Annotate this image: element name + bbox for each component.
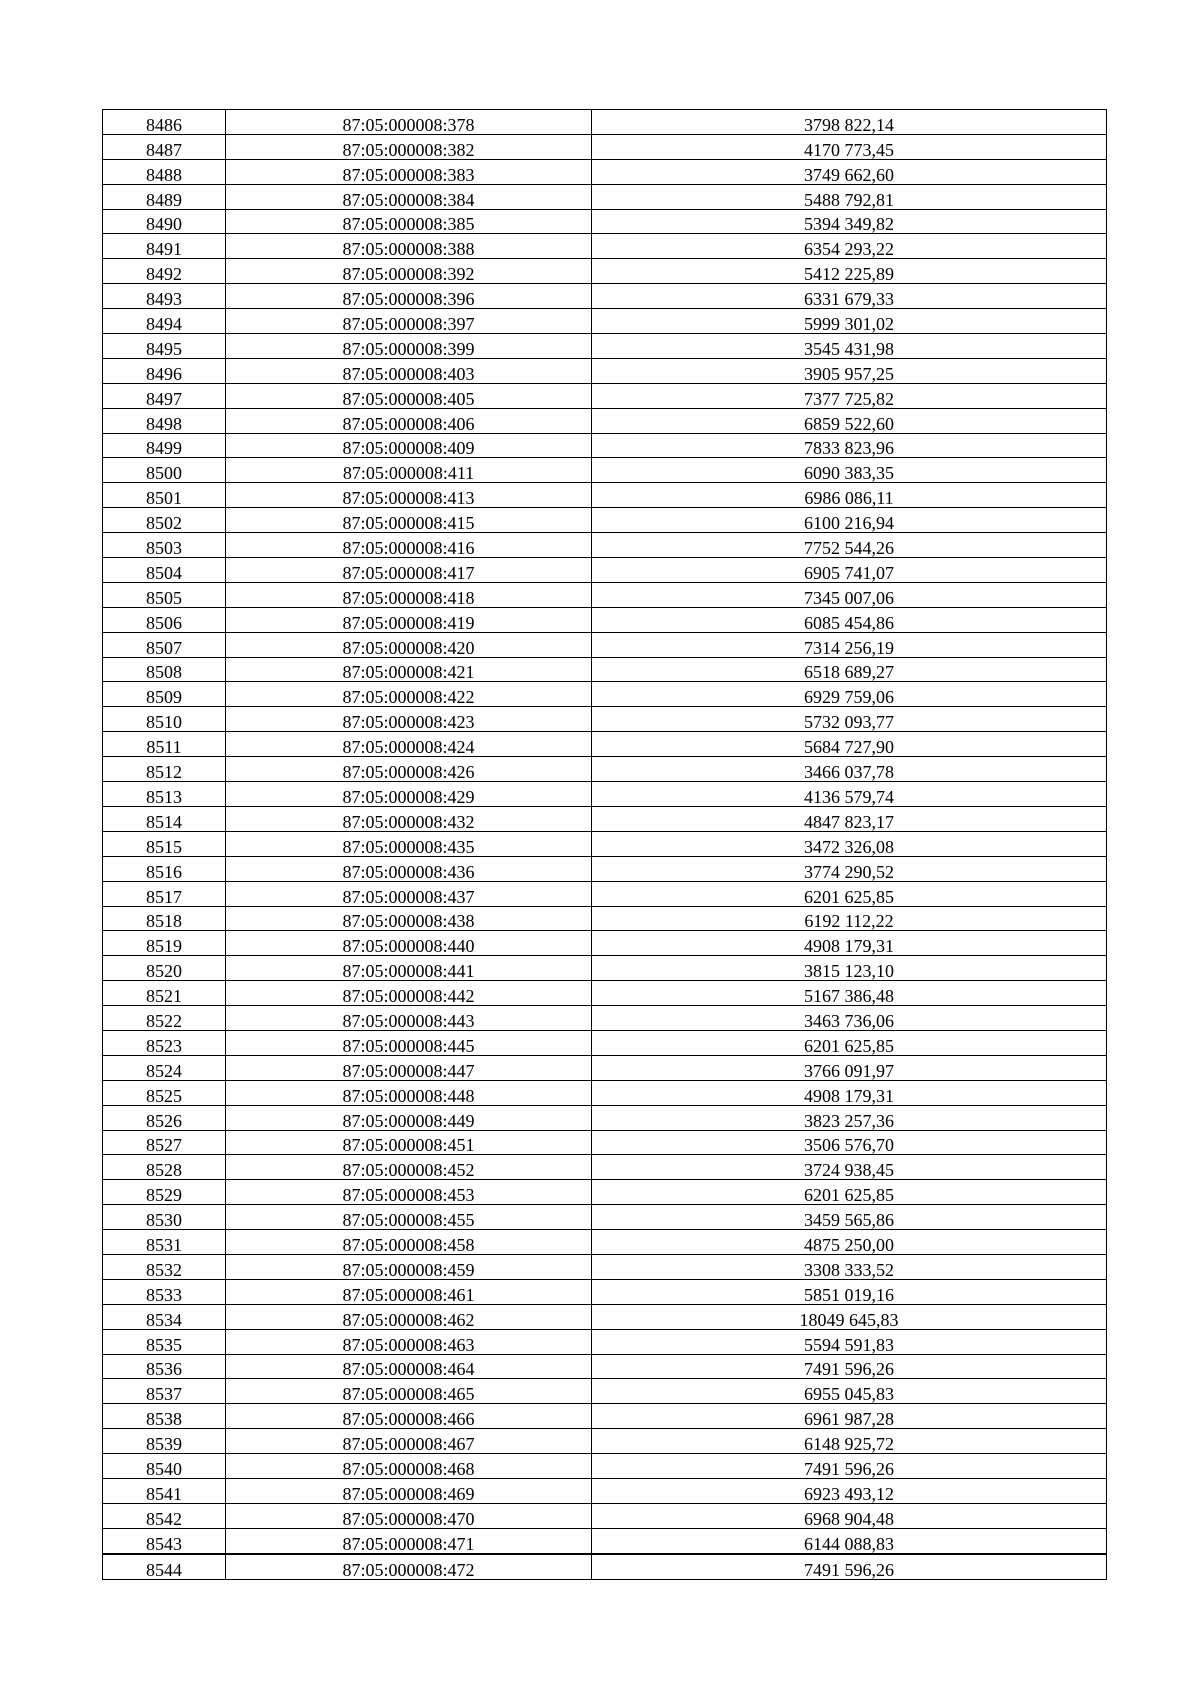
value-cell: 6955 045,83	[592, 1379, 1107, 1404]
cadastral-number-cell: 87:05:000008:442	[226, 981, 592, 1006]
value-cell: 5394 349,82	[592, 209, 1107, 234]
table-row	[103, 856, 1107, 881]
value-cell: 6148 925,72	[592, 1429, 1107, 1454]
value-cell: 4908 179,31	[592, 1080, 1107, 1105]
value-cell: 3472 326,08	[592, 831, 1107, 856]
value-cell: 3766 091,97	[592, 1055, 1107, 1080]
cadastral-number-cell: 87:05:000008:399	[226, 334, 592, 359]
value-cell: 3506 576,70	[592, 1130, 1107, 1155]
cadastral-number-cell: 87:05:000008:452	[226, 1155, 592, 1180]
row-number-cell: 8534	[103, 1304, 226, 1329]
cadastral-number-cell: 87:05:000008:436	[226, 856, 592, 881]
cadastral-number-cell: 87:05:000008:443	[226, 1006, 592, 1031]
table-row	[103, 1404, 1107, 1429]
value-cell: 3463 736,06	[592, 1006, 1107, 1031]
table-row	[103, 358, 1107, 383]
cadastral-number-cell: 87:05:000008:424	[226, 732, 592, 757]
row-number-cell: 8498	[103, 408, 226, 433]
cadastral-number-cell: 87:05:000008:447	[226, 1055, 592, 1080]
table-row	[103, 1304, 1107, 1329]
table-row	[103, 1155, 1107, 1180]
table-row	[103, 1230, 1107, 1255]
cadastral-number-cell: 87:05:000008:422	[226, 682, 592, 707]
cadastral-number-cell: 87:05:000008:409	[226, 433, 592, 458]
cadastral-number-cell: 87:05:000008:468	[226, 1454, 592, 1479]
table-row	[103, 956, 1107, 981]
cadastral-number-cell: 87:05:000008:396	[226, 284, 592, 309]
value-cell: 7491 596,26	[592, 1554, 1107, 1579]
row-number-cell: 8519	[103, 931, 226, 956]
row-number-cell: 8491	[103, 234, 226, 259]
table-row	[103, 1329, 1107, 1354]
row-number-cell: 8529	[103, 1180, 226, 1205]
cadastral-number-cell: 87:05:000008:448	[226, 1080, 592, 1105]
value-cell: 5412 225,89	[592, 259, 1107, 284]
value-cell: 6201 625,85	[592, 881, 1107, 906]
table-row	[103, 110, 1107, 135]
value-cell: 5732 093,77	[592, 707, 1107, 732]
row-number-cell: 8499	[103, 433, 226, 458]
cadastral-number-cell: 87:05:000008:378	[226, 110, 592, 135]
row-number-cell: 8536	[103, 1354, 226, 1379]
row-number-cell: 8486	[103, 110, 226, 135]
value-cell: 6201 625,85	[592, 1030, 1107, 1055]
row-number-cell: 8532	[103, 1254, 226, 1279]
cadastral-number-cell: 87:05:000008:423	[226, 707, 592, 732]
cadastral-number-cell: 87:05:000008:451	[226, 1130, 592, 1155]
value-cell: 7752 544,26	[592, 533, 1107, 558]
cadastral-number-cell: 87:05:000008:418	[226, 582, 592, 607]
row-number-cell: 8510	[103, 707, 226, 732]
value-cell: 3545 431,98	[592, 334, 1107, 359]
value-cell: 3905 957,25	[592, 358, 1107, 383]
table-row	[103, 682, 1107, 707]
row-number-cell: 8514	[103, 806, 226, 831]
table-row	[103, 1006, 1107, 1031]
table-row	[103, 458, 1107, 483]
cadastral-number-cell: 87:05:000008:419	[226, 607, 592, 632]
row-number-cell: 8535	[103, 1329, 226, 1354]
row-number-cell: 8503	[103, 533, 226, 558]
table-row	[103, 309, 1107, 334]
document-page	[102, 109, 1106, 1580]
cadastral-number-cell: 87:05:000008:397	[226, 309, 592, 334]
table-row	[103, 1105, 1107, 1130]
table-row	[103, 259, 1107, 284]
table-row	[103, 906, 1107, 931]
cadastral-number-cell: 87:05:000008:467	[226, 1429, 592, 1454]
value-cell: 6090 383,35	[592, 458, 1107, 483]
row-number-cell: 8539	[103, 1429, 226, 1454]
cadastral-number-cell: 87:05:000008:440	[226, 931, 592, 956]
value-cell: 4170 773,45	[592, 134, 1107, 159]
table-row	[103, 209, 1107, 234]
table-row	[103, 1279, 1107, 1304]
row-number-cell: 8487	[103, 134, 226, 159]
table-row	[103, 1429, 1107, 1454]
value-cell: 3724 938,45	[592, 1155, 1107, 1180]
table-row	[103, 782, 1107, 807]
row-number-cell: 8530	[103, 1205, 226, 1230]
cadastral-number-cell: 87:05:000008:437	[226, 881, 592, 906]
value-cell: 4136 579,74	[592, 782, 1107, 807]
row-number-cell: 8509	[103, 682, 226, 707]
value-cell: 3823 257,36	[592, 1105, 1107, 1130]
cadastral-number-cell: 87:05:000008:382	[226, 134, 592, 159]
cadastral-number-cell: 87:05:000008:462	[226, 1304, 592, 1329]
value-cell: 6961 987,28	[592, 1404, 1107, 1429]
value-cell: 3466 037,78	[592, 757, 1107, 782]
row-number-cell: 8520	[103, 956, 226, 981]
value-cell: 6859 522,60	[592, 408, 1107, 433]
cadastral-number-cell: 87:05:000008:469	[226, 1478, 592, 1503]
value-cell: 7314 256,19	[592, 632, 1107, 657]
cadastral-number-cell: 87:05:000008:415	[226, 508, 592, 533]
row-number-cell: 8513	[103, 782, 226, 807]
cadastral-number-cell: 87:05:000008:429	[226, 782, 592, 807]
table-row	[103, 1205, 1107, 1230]
row-number-cell: 8526	[103, 1105, 226, 1130]
row-number-cell: 8489	[103, 184, 226, 209]
row-number-cell: 8497	[103, 383, 226, 408]
value-cell: 6968 904,48	[592, 1503, 1107, 1528]
row-number-cell: 8528	[103, 1155, 226, 1180]
value-cell: 6331 679,33	[592, 284, 1107, 309]
table-row	[103, 1055, 1107, 1080]
value-cell: 6929 759,06	[592, 682, 1107, 707]
cadastral-number-cell: 87:05:000008:455	[226, 1205, 592, 1230]
cadastral-number-cell: 87:05:000008:388	[226, 234, 592, 259]
table-row	[103, 533, 1107, 558]
value-cell: 5851 019,16	[592, 1279, 1107, 1304]
value-cell: 6986 086,11	[592, 483, 1107, 508]
table-row	[103, 732, 1107, 757]
row-number-cell: 8541	[103, 1478, 226, 1503]
cadastral-number-cell: 87:05:000008:465	[226, 1379, 592, 1404]
table-row	[103, 1379, 1107, 1404]
table-row	[103, 1080, 1107, 1105]
row-number-cell: 8516	[103, 856, 226, 881]
row-number-cell: 8543	[103, 1528, 226, 1553]
table-row	[103, 383, 1107, 408]
cadastral-number-cell: 87:05:000008:405	[226, 383, 592, 408]
cadastral-number-cell: 87:05:000008:458	[226, 1230, 592, 1255]
table-row	[103, 1180, 1107, 1205]
table-row	[103, 334, 1107, 359]
row-number-cell: 8490	[103, 209, 226, 234]
value-cell: 7377 725,82	[592, 383, 1107, 408]
cadastral-number-cell: 87:05:000008:445	[226, 1030, 592, 1055]
value-cell: 6085 454,86	[592, 607, 1107, 632]
row-number-cell: 8488	[103, 159, 226, 184]
row-number-cell: 8518	[103, 906, 226, 931]
value-cell: 3774 290,52	[592, 856, 1107, 881]
cadastral-number-cell: 87:05:000008:470	[226, 1503, 592, 1528]
value-cell: 18049 645,83	[592, 1304, 1107, 1329]
cadastral-number-cell: 87:05:000008:406	[226, 408, 592, 433]
value-cell: 4875 250,00	[592, 1230, 1107, 1255]
table-row	[103, 981, 1107, 1006]
value-cell: 3815 123,10	[592, 956, 1107, 981]
row-number-cell: 8521	[103, 981, 226, 1006]
value-cell: 5167 386,48	[592, 981, 1107, 1006]
cadastral-number-cell: 87:05:000008:403	[226, 358, 592, 383]
table-row	[103, 881, 1107, 906]
value-cell: 5594 591,83	[592, 1329, 1107, 1354]
row-number-cell: 8515	[103, 831, 226, 856]
table-row	[103, 632, 1107, 657]
value-cell: 7345 007,06	[592, 582, 1107, 607]
table-row	[103, 806, 1107, 831]
value-cell: 6354 293,22	[592, 234, 1107, 259]
row-number-cell: 8502	[103, 508, 226, 533]
table-row	[103, 582, 1107, 607]
cadastral-value-table	[102, 109, 1107, 1580]
row-number-cell: 8504	[103, 558, 226, 583]
cadastral-number-cell: 87:05:000008:420	[226, 632, 592, 657]
row-number-cell: 8494	[103, 309, 226, 334]
table-row	[103, 657, 1107, 682]
value-cell: 4908 179,31	[592, 931, 1107, 956]
value-cell: 6144 088,83	[592, 1528, 1107, 1553]
table-row	[103, 558, 1107, 583]
value-cell: 6905 741,07	[592, 558, 1107, 583]
table-row	[103, 831, 1107, 856]
table-row	[103, 408, 1107, 433]
cadastral-number-cell: 87:05:000008:432	[226, 806, 592, 831]
row-number-cell: 8523	[103, 1030, 226, 1055]
row-number-cell: 8493	[103, 284, 226, 309]
table-row	[103, 1030, 1107, 1055]
row-number-cell: 8492	[103, 259, 226, 284]
row-number-cell: 8506	[103, 607, 226, 632]
row-number-cell: 8512	[103, 757, 226, 782]
value-cell: 4847 823,17	[592, 806, 1107, 831]
table-row	[103, 1478, 1107, 1503]
cadastral-number-cell: 87:05:000008:421	[226, 657, 592, 682]
row-number-cell: 8524	[103, 1055, 226, 1080]
row-number-cell: 8544	[103, 1554, 226, 1579]
cadastral-number-cell: 87:05:000008:438	[226, 906, 592, 931]
row-number-cell: 8538	[103, 1404, 226, 1429]
row-number-cell: 8511	[103, 732, 226, 757]
table-row	[103, 1454, 1107, 1479]
cadastral-number-cell: 87:05:000008:464	[226, 1354, 592, 1379]
table-row	[103, 1354, 1107, 1379]
table-row	[103, 508, 1107, 533]
cadastral-number-cell: 87:05:000008:453	[226, 1180, 592, 1205]
value-cell: 5999 301,02	[592, 309, 1107, 334]
table-row	[103, 757, 1107, 782]
row-number-cell: 8531	[103, 1230, 226, 1255]
value-cell: 7491 596,26	[592, 1354, 1107, 1379]
table-row	[103, 1503, 1107, 1528]
row-number-cell: 8501	[103, 483, 226, 508]
cadastral-number-cell: 87:05:000008:472	[226, 1554, 592, 1579]
cadastral-number-cell: 87:05:000008:416	[226, 533, 592, 558]
table-row	[103, 1130, 1107, 1155]
cadastral-number-cell: 87:05:000008:461	[226, 1279, 592, 1304]
value-cell: 3308 333,52	[592, 1254, 1107, 1279]
table-body	[103, 110, 1107, 1580]
cadastral-number-cell: 87:05:000008:471	[226, 1528, 592, 1553]
row-number-cell: 8525	[103, 1080, 226, 1105]
value-cell: 6100 216,94	[592, 508, 1107, 533]
value-cell: 6201 625,85	[592, 1180, 1107, 1205]
cadastral-number-cell: 87:05:000008:413	[226, 483, 592, 508]
row-number-cell: 8500	[103, 458, 226, 483]
value-cell: 6923 493,12	[592, 1478, 1107, 1503]
table-row	[103, 234, 1107, 259]
value-cell: 7491 596,26	[592, 1454, 1107, 1479]
row-number-cell: 8495	[103, 334, 226, 359]
cadastral-number-cell: 87:05:000008:383	[226, 159, 592, 184]
cadastral-number-cell: 87:05:000008:411	[226, 458, 592, 483]
row-number-cell: 8527	[103, 1130, 226, 1155]
row-number-cell: 8508	[103, 657, 226, 682]
table-row	[103, 433, 1107, 458]
table-row	[103, 1254, 1107, 1279]
cadastral-number-cell: 87:05:000008:384	[226, 184, 592, 209]
cadastral-number-cell: 87:05:000008:426	[226, 757, 592, 782]
table-row	[103, 483, 1107, 508]
row-number-cell: 8522	[103, 1006, 226, 1031]
table-row	[103, 931, 1107, 956]
cadastral-number-cell: 87:05:000008:385	[226, 209, 592, 234]
row-number-cell: 8537	[103, 1379, 226, 1404]
table-row	[103, 134, 1107, 159]
row-number-cell: 8505	[103, 582, 226, 607]
table-row	[103, 1554, 1107, 1579]
value-cell: 7833 823,96	[592, 433, 1107, 458]
table-row	[103, 159, 1107, 184]
value-cell: 6518 689,27	[592, 657, 1107, 682]
cadastral-number-cell: 87:05:000008:459	[226, 1254, 592, 1279]
value-cell: 3459 565,86	[592, 1205, 1107, 1230]
row-number-cell: 8542	[103, 1503, 226, 1528]
table-row	[103, 707, 1107, 732]
cadastral-number-cell: 87:05:000008:392	[226, 259, 592, 284]
row-number-cell: 8540	[103, 1454, 226, 1479]
value-cell: 3749 662,60	[592, 159, 1107, 184]
row-number-cell: 8507	[103, 632, 226, 657]
value-cell: 5488 792,81	[592, 184, 1107, 209]
table-row	[103, 607, 1107, 632]
row-number-cell: 8496	[103, 358, 226, 383]
table-row	[103, 184, 1107, 209]
cadastral-number-cell: 87:05:000008:463	[226, 1329, 592, 1354]
cadastral-number-cell: 87:05:000008:466	[226, 1404, 592, 1429]
cadastral-number-cell: 87:05:000008:449	[226, 1105, 592, 1130]
value-cell: 6192 112,22	[592, 906, 1107, 931]
row-number-cell: 8517	[103, 881, 226, 906]
value-cell: 5684 727,90	[592, 732, 1107, 757]
cadastral-number-cell: 87:05:000008:435	[226, 831, 592, 856]
cadastral-number-cell: 87:05:000008:441	[226, 956, 592, 981]
value-cell: 3798 822,14	[592, 110, 1107, 135]
table-row	[103, 1528, 1107, 1553]
table-row	[103, 284, 1107, 309]
row-number-cell: 8533	[103, 1279, 226, 1304]
cadastral-number-cell: 87:05:000008:417	[226, 558, 592, 583]
